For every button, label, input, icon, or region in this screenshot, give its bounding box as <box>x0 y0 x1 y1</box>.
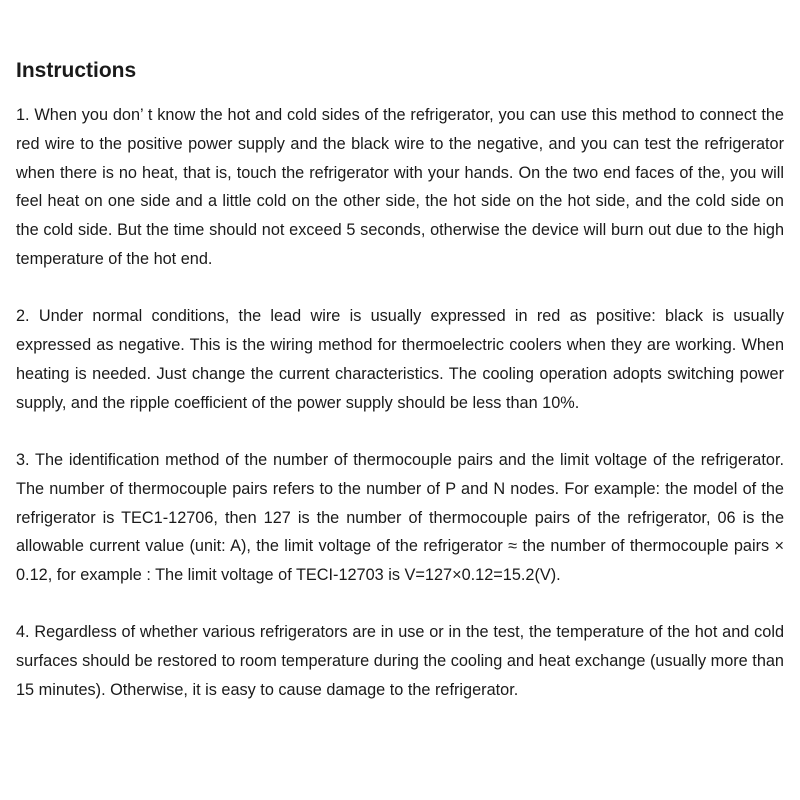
instruction-paragraph-2: 2. Under normal conditions, the lead wire is usually expressed in red as positive: black is usually expressed as negative. This is the wiring method for thermoelectric coolers when they are working. When heating is needed. Just change the current characteristics. The cooling operation adopts switching power supply, and the ripple coefficient of the power supply should be less than 10%. <box>16 307 784 412</box>
instruction-paragraph-4: 4. Regardless of whether various refrigerators are in use or in the test, the temperature of the hot and cold surfaces should be restored to room temperature during the cooling and heat exchange (usually more than 15 minutes). Otherwise, it is easy to cause damage to the refrigerator. <box>16 623 784 700</box>
page-title: Instructions <box>16 59 137 82</box>
instruction-paragraph-1: 1. When you don’ t know the hot and cold sides of the refrigerator, you can use this method to connect the red wire to the positive power supply and the black wire to the negative, and you can test the refrigerator when there is no heat, that is, touch the refrigerator with your hands. On the two end faces of the, you will feel heat on one side and a little cold on the other side, the hot side on the hot side, and the cold side on the cold side. But the time should not exceed 5 seconds, otherwise the device will burn out due to the high temperature of the hot end. <box>16 106 784 268</box>
instruction-paragraph-3: 3. The identification method of the number of thermocouple pairs and the limit voltage of the refrigerator. The number of thermocouple pairs refers to the number of P and N nodes. For example: the model of the refrigerator is TEC1-12706, then 127 is the number of thermocouple pairs of the refrigerator, 06 is the allowable current value (unit: A), the limit voltage of the refrigerator ≈ the number of thermocouple pairs × 0.12, for example : The limit voltage of TECI-12703 is V=127×0.12=15.2(V). <box>16 450 784 585</box>
instructions-document <box>16 56 784 705</box>
